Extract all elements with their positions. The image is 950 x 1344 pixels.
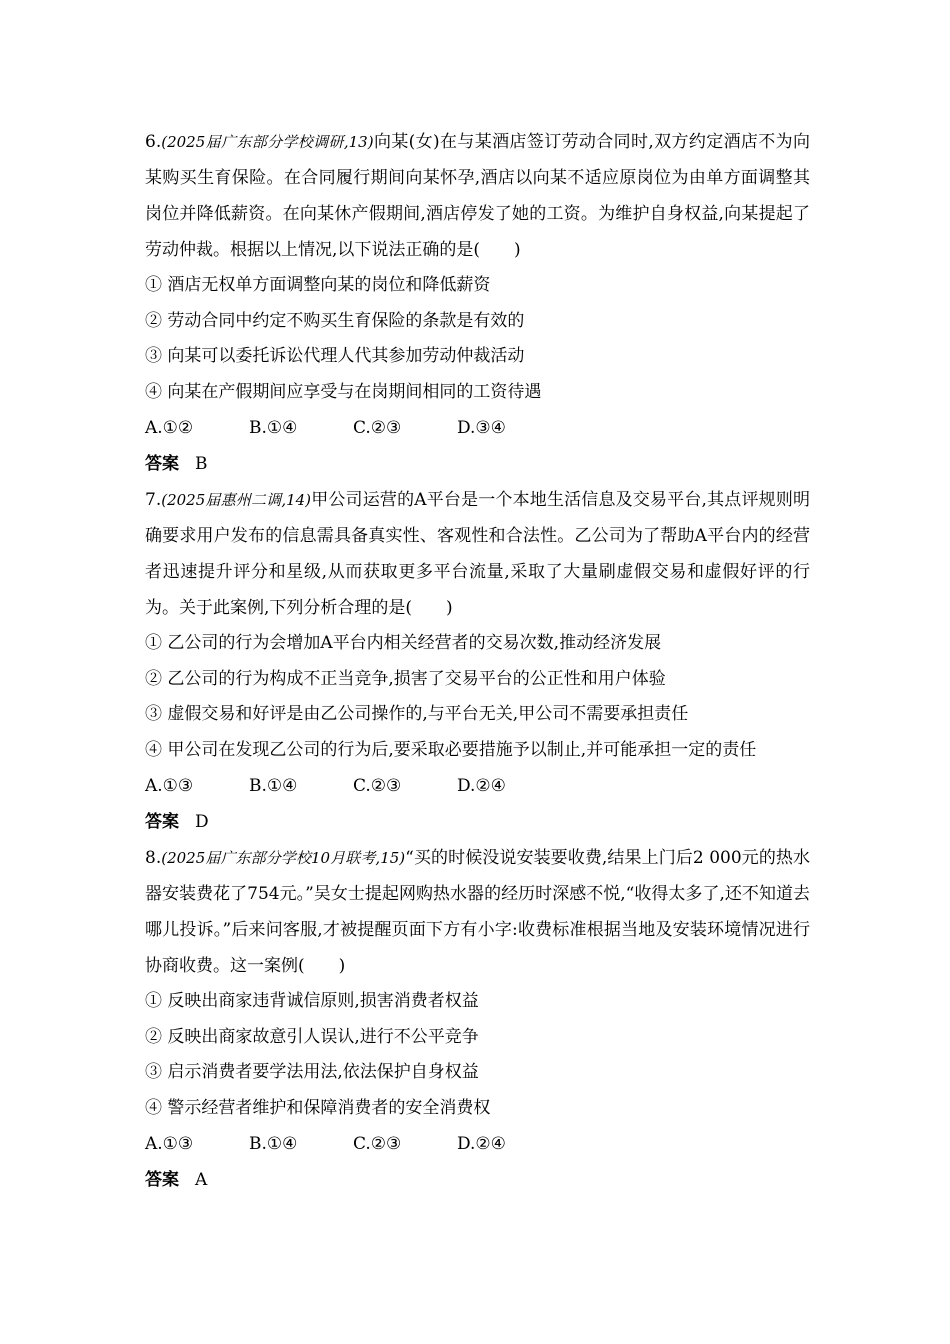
option-4: ④ 甲公司在发现乙公司的行为后,要采取必要措施予以制止,并可能承担一定的责任 [145,739,757,760]
answer-value: B [195,454,208,474]
answer-choices [145,768,810,804]
question-text: “买的时候没说安装要收费,结果上门后2 000元的热水器安装费花了754元。”吴女士提起网购热水器的经历时深感不悦,“收得太多了,还不知道去哪儿投诉。”后来问客服,才被提醒页面下方有小字:收费标准根据当地及安装环境情况进行协商收费。这一案例( ) [145,848,811,976]
question-stem [145,482,810,626]
choice-b: B.①④ [249,1134,298,1154]
option-3: ③ 向某可以委托诉讼代理人代其参加劳动仲裁活动 [145,346,525,366]
choice-d: D.③④ [457,418,506,438]
question-number: 8. [145,848,162,868]
option-3: ③ 启示消费者要学法用法,依法保护自身权益 [145,1062,479,1082]
choice-c: C.②③ [353,776,402,796]
answer-value: D [195,812,209,832]
option-1: ① 反映出商家违背诚信原则,损害消费者权益 [145,991,479,1011]
question-source: (2025届惠州二调,14) [161,491,312,509]
question-stem [145,124,810,268]
question-stem [145,840,810,984]
answer-choices [145,410,810,446]
question-text: 甲公司运营的A平台是一个本地生活信息及交易平台,其点评规则明确要求用户发布的信息需具备真实性、客观性和合法性。乙公司为了帮助A平台内的经营者迅速提升评分和星级,从而获取更多平台流量,采取了大量刷虚假交易和虚假好评的行为。关于此案例,下列分析合理的是( ) [145,490,810,618]
choice-a: A.①③ [145,1134,194,1154]
option-3: ③ 虚假交易和好评是由乙公司操作的,与平台无关,甲公司不需要承担责任 [145,704,689,724]
option-2: ② 乙公司的行为构成不正当竞争,损害了交易平台的公正性和用户体验 [145,668,666,689]
choice-d: D.②④ [457,776,506,796]
question-text: 向某(女)在与某酒店签订劳动合同时,双方约定酒店不为向某购买生育保险。在合同履行期间向某怀孕,酒店以向某不适应原岗位为由单方面调整其岗位并降低薪资。在向某休产假期间,酒店停发了她的工资。为维护自身权益,向某提起了劳动仲裁。根据以上情况,以下说法正确的是( ) [145,132,811,260]
choice-b: B.①④ [249,418,298,438]
choice-c: C.②③ [353,1134,402,1154]
question-source: (2025届广东部分学校调研,13) [161,133,374,151]
option-2: ② 反映出商家故意引人误认,进行不公平竞争 [145,1026,479,1047]
choice-a: A.①③ [145,776,194,796]
answer-label: 答案 [145,454,179,474]
question-source: (2025届广东部分学校10月联考,15) [161,849,406,867]
option-1: ① 酒店无权单方面调整向某的岗位和降低薪资 [145,275,491,295]
answer-line [145,1162,810,1198]
answer-line [145,804,810,840]
answer-label: 答案 [145,1170,179,1190]
question-number: 6. [145,132,162,152]
choice-b: B.①④ [249,776,298,796]
question-list [145,124,810,1198]
option-4: ④ 警示经营者维护和保障消费者的安全消费权 [145,1097,491,1118]
option-4: ④ 向某在产假期间应享受与在岗期间相同的工资待遇 [145,381,542,402]
question-6 [145,124,810,482]
answer-label: 答案 [145,812,179,832]
question-7 [145,482,810,840]
choice-a: A.①② [145,418,194,438]
answer-value: A [195,1170,208,1190]
option-2: ② 劳动合同中约定不购买生育保险的条款是有效的 [145,310,525,331]
option-1: ① 乙公司的行为会增加A平台内相关经营者的交易次数,推动经济发展 [145,633,662,653]
question-number: 7. [145,490,162,510]
choice-c: C.②③ [353,418,402,438]
choice-d: D.②④ [457,1134,506,1154]
question-8 [145,840,810,1198]
answer-line [145,446,810,482]
answer-choices [145,1126,810,1162]
